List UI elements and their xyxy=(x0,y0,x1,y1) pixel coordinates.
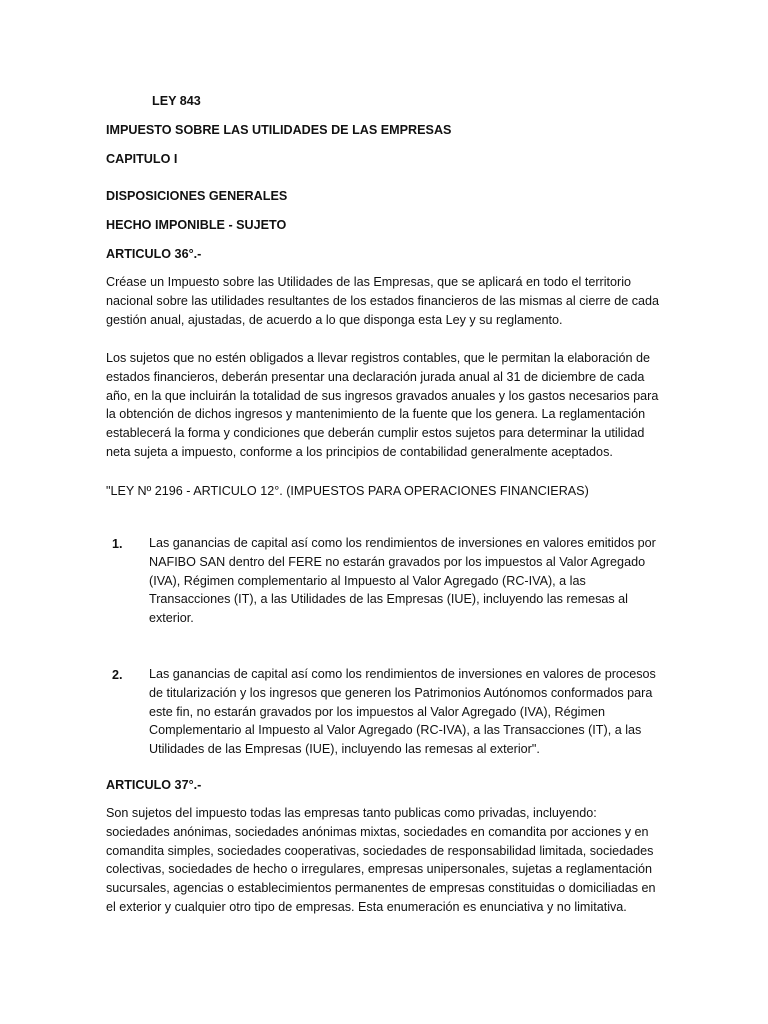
text-line: el exterior y cualquier otro tipo de empresas. Esta enumeración es enunciativa y no limitativa. xyxy=(106,899,627,914)
text-line: este fin, no estarán gravados por los impuestos al Valor Agregado (IVA), Régimen xyxy=(149,704,605,719)
article-37-paragraph-1 xyxy=(106,804,656,917)
text-line: Las ganancias de capital así como los rendimientos de inversiones en valores emitidos por xyxy=(149,536,656,550)
text-line: sociedades anónimas, sociedades anónimas mixtas, sociedades en comandita por acciones y en xyxy=(106,824,649,839)
text-line: neta sujeta a impuesto, conforme a los principios de contabilidad generalmente aceptados. xyxy=(106,444,613,459)
text-line: colectivas, sociedades de hecho o irregulares, empresas unipersonales, sujetas a reglamentación xyxy=(106,862,653,877)
text-line: Las ganancias de capital así como los rendimientos de inversiones en valores de procesos xyxy=(149,667,656,681)
text-line: Complementario al Impuesto al Valor Agregado (RC-IVA), a las Transacciones (IT), a las xyxy=(149,723,642,738)
text-line: Son sujetos del impuesto todas las empresas tanto publicas como privadas, incluyendo: xyxy=(106,806,597,820)
section-heading: DISPOSICIONES GENERALES xyxy=(106,189,288,203)
text-line: exterior. xyxy=(149,611,194,626)
article-36-paragraph-2 xyxy=(106,349,658,462)
document-title: IMPUESTO SOBRE LAS UTILIDADES DE LAS EMPRESAS xyxy=(106,123,452,137)
list-item-2-text xyxy=(149,665,656,759)
list-item-1-text xyxy=(149,534,656,628)
text-line: la obtención de dichos ingresos y mantenimiento de la fuente que los genera. La reglamentación xyxy=(106,407,646,422)
text-line: gestión anual, ajustadas, de acuerdo a lo que disponga esta Ley y su reglamento. xyxy=(106,312,563,327)
subsection-heading: HECHO IMPONIBLE - SUJETO xyxy=(106,218,287,232)
text-line: año, en la que incluirán la totalidad de sus ingresos gravados anuales y los gastos necesarios para xyxy=(106,388,659,403)
text-line: establecerá la forma y condiciones que deberán cumplir estos sujetos para determinar la utilidad xyxy=(106,426,645,441)
text-line: de titularización y los ingresos que generen los Patrimonios Autónomos conformados para xyxy=(149,685,653,700)
text-line: sucursales, agencias o establecimientos permanentes de empresas constituidas o domiciliadas en xyxy=(106,881,656,896)
chapter-heading: CAPITULO I xyxy=(106,152,178,166)
list-item-number: 1. xyxy=(112,537,123,551)
text-line: comandita simples, sociedades cooperativas, sociedades de responsabilidad limitada, sociedades xyxy=(106,843,654,858)
text-line: Transacciones (IT), a las Utilidades de las Empresas (IUE), incluyendo las remesas al xyxy=(149,592,628,607)
text-line: Utilidades de las Empresas (IUE), incluyendo las remesas al exterior". xyxy=(149,742,540,757)
text-line: estados financieros, deberán presentar una declaración jurada anual al 31 de diciembre de cada xyxy=(106,369,645,384)
law-label: LEY 843 xyxy=(152,94,201,108)
text-line: (IVA), Régimen complementario al Impuesto al Valor Agregado (RC-IVA), a las xyxy=(149,573,586,588)
list-item-number: 2. xyxy=(112,668,123,682)
article-36-heading: ARTICULO 36°.- xyxy=(106,247,202,261)
text-line: nacional sobre las utilidades resultantes de los estados financieros de las mismas al cierre de cada xyxy=(106,293,660,308)
article-36-paragraph-1 xyxy=(106,273,659,329)
text-line: Los sujetos que no estén obligados a llevar registros contables, que le permitan la elaboración de xyxy=(106,351,650,365)
text-line: Créase un Impuesto sobre las Utilidades de las Empresas, que se aplicará en todo el territorio xyxy=(106,275,632,289)
article-37-heading: ARTICULO 37°.- xyxy=(106,778,202,792)
text-line: NAFIBO SAN dentro del FERE no estarán gravados por los impuestos al Valor Agregado xyxy=(149,554,646,569)
quote-heading: "LEY Nº 2196 - ARTICULO 12°. (IMPUESTOS PARA OPERACIONES FINANCIERAS) xyxy=(106,484,589,498)
